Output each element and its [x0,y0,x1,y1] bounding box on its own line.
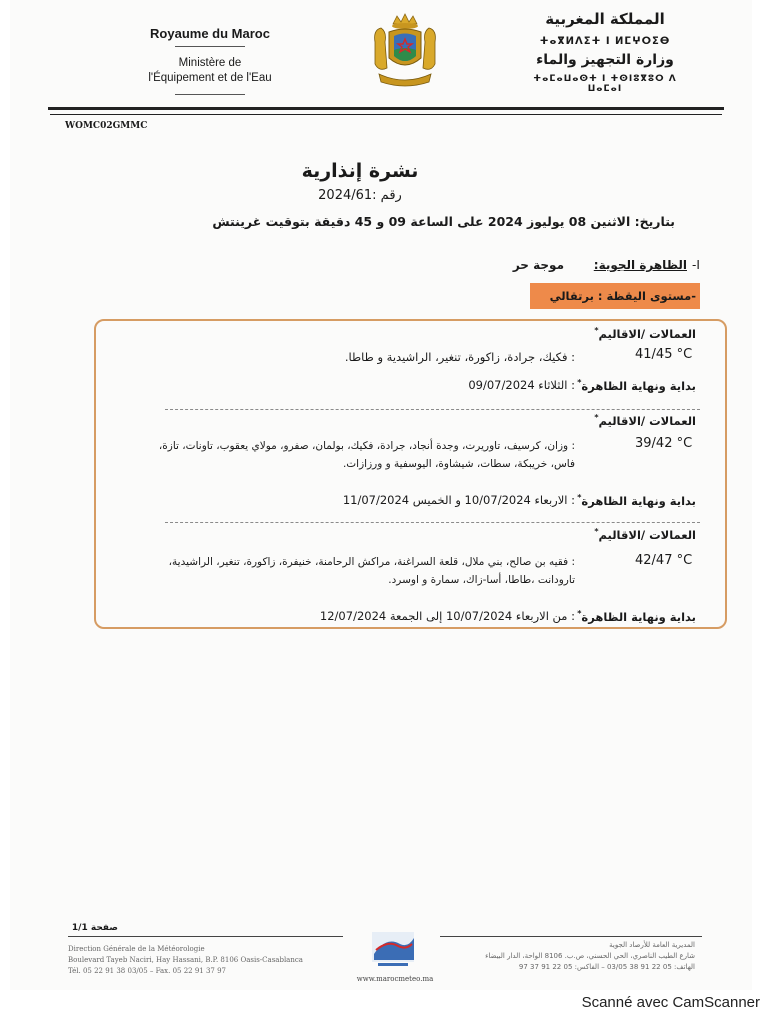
period-label: بداية ونهاية الظاهرة* [577,493,696,508]
provinces-list: : فقيه بن صالح، بني ملال، قلعة السراغنة، مراكش الرحامنة، خنيفرة، زاكورة، تنغير، الراشيدية، [168,556,575,568]
footer-website: www.marocmeteo.ma [356,975,434,983]
provinces-list: : وزان، كرسيف، تاوريرت، وجدة أنجاد، جرادة، فكيك، بولمان، صفرو، مولاي يعقوب، تاونات، تازة، [158,440,575,452]
footer-fr-line1: Direction Générale de la Météorologie [68,945,205,953]
entry-divider [165,522,700,523]
provinces-list-line2: فاس، خريبكة، سطات، شيشاوة، اليوسفية و ورزازات. [342,458,575,470]
phenomenon-label: الظاهرة الجوية: [593,258,687,272]
bulletin-title: نشرة إنذارية [301,160,419,182]
provinces-label: العمالات /الاقاليم* [594,413,696,428]
fr-ministry-line2: l'Équipement et de l'Eau [148,72,272,84]
footer-fr-line2: Boulevard Tayeb Naciri, Hay Hassani, B.P. 8106 Oasis-Casablanca [68,956,303,964]
period-label: بداية ونهاية الظاهرة* [577,378,696,393]
footer-ar-line3: الهاتف: 05 22 91 38 03/05 – الفاكس: 05 22 91 37 97 [518,963,695,971]
tifinagh-kingdom-title: ⵜⴰⴳⵍⴷⵉⵜ ⵏ ⵍⵎⵖⵔⵉⴱ [539,36,671,47]
vigilance-level-text: -مستوى اليقظة : برتقالي [549,289,696,303]
footer-fr-line3: Tél. 05 22 91 38 03/05 – Fax. 05 22 91 37 97 [68,967,226,975]
fr-ministry-line1: Ministère de [178,57,242,69]
period-label: بداية ونهاية الظاهرة* [577,609,696,624]
provinces-label: العمالات /الاقاليم* [594,527,696,542]
moroccan-coat-of-arms-icon [367,12,443,90]
period-value: : الاربعاء 10/07/2024 و الخميس 11/07/2024 [342,493,575,507]
ar-ministry-name: وزارة التجهيز والماء [536,52,674,68]
document-code: WOMC02GMMC [65,121,148,131]
temperature-range: 39/42 °C [635,436,693,451]
bulletin-number: رقم :2024/61 [318,188,402,203]
footer-rule-right [440,936,702,937]
provinces-list-line2: تارودانت ،طاطا، أسا-زاك، سمارة و اوسرد. [388,574,575,586]
entry-divider [165,409,700,410]
footer-rule-left [68,936,343,937]
tifinagh-ministry-name: ⵜⴰⵎⴰⵡⴰⵙⵜ ⵏ ⵜⵙⵏⵓⴳⵓⵔ ⴷ ⵡⴰⵎⴰⵏ [533,74,677,94]
bulletin-date: بتاريخ: الاثنين 08 يوليوز 2024 على الساعة 09 و 45 دقيقة بتوقيت غرينتش [212,214,675,229]
header-rule-thick [48,107,724,110]
header-small-rule [175,94,245,95]
header-rule-thin [50,114,722,115]
temperature-range: 42/47 °C [635,553,693,568]
phenomenon-value: موجة حر [512,258,564,272]
header-small-rule [175,46,245,47]
camscanner-watermark: Scanné avec CamScanner [581,994,760,1011]
ar-kingdom-title: المملكة المغربية [545,10,665,28]
page-number: صفحة 1/1 [71,923,118,933]
provinces-list: : فكيك، جرادة، زاكورة، تنغير، الراشيدية و طاطا. [344,350,575,364]
bulletin-page [10,0,752,990]
fr-ministry-name [120,56,300,86]
period-value: : من الاربعاء 10/07/2024 إلى الجمعة 12/07/2024 [319,609,575,623]
provinces-label: العمالات /الاقاليم* [594,326,696,341]
footer-address-fr [68,944,358,977]
footer-ar-line2: شارع الطيب الناصري، الحي الحسني، ص.ب. 8106 الواحة، الدار البيضاء [485,952,695,960]
section-number: -I [692,258,700,272]
meteo-maroc-logo-icon [370,930,416,970]
temperature-range: 41/45 °C [635,347,693,362]
vigilance-level-banner [530,283,700,309]
fr-kingdom-title: Royaume du Maroc [150,26,270,41]
footer-ar-line1: المديرية العامة للأرصاد الجوية [609,941,695,949]
footer-address-ar [455,940,695,973]
period-value: : الثلاثاء 09/07/2024 [468,378,575,392]
